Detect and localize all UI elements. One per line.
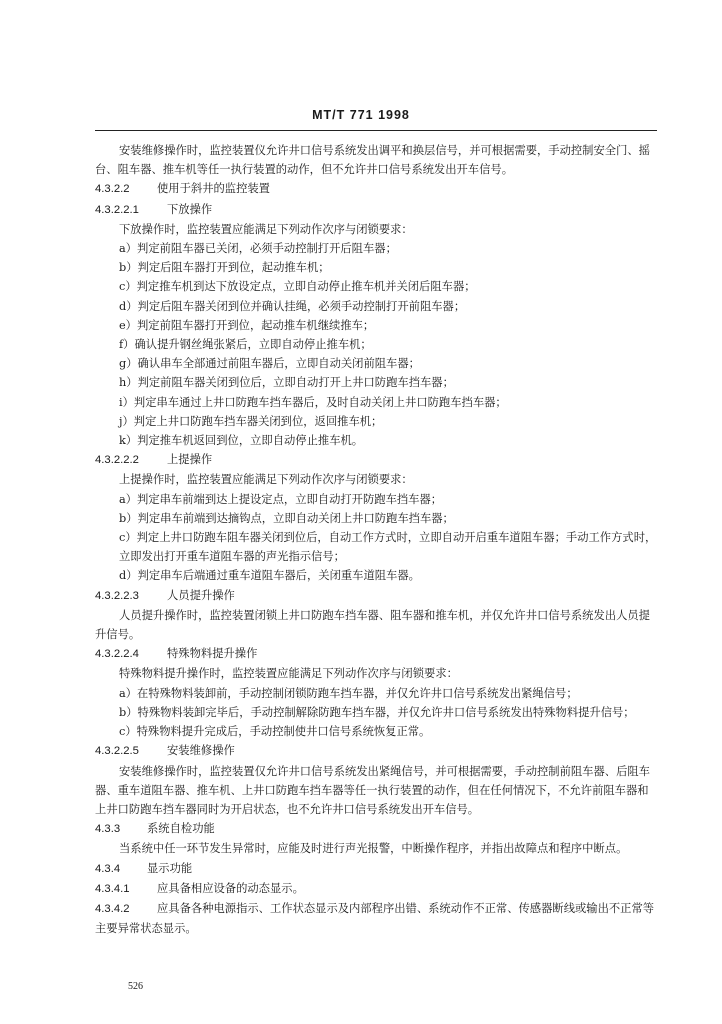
section-heading xyxy=(95,899,657,938)
page-number: 526 xyxy=(128,981,143,992)
section-title: 下放操作 xyxy=(167,202,213,216)
list-item: k）判定推车机返回到位，立即自动停止推车机。 xyxy=(119,434,364,448)
list-item: a）判定前阻车器已关闭，必须手动控制打开后阻车器； xyxy=(119,242,397,256)
section-number: 4.3.2.2.3 xyxy=(95,589,139,602)
list-item: c）判定上井口防跑车阻车器关闭到位后，自动工作方式时，立即自动开启重车道阻车器；手动工作方式时，立即发出打开重车道阻车器的声光指示信号； xyxy=(119,531,657,564)
section-heading xyxy=(95,859,657,879)
paragraph: 下放操作时，监控装置应能满足下列动作次序与闭锁要求： xyxy=(119,222,413,236)
section-title: 安装维修操作 xyxy=(167,744,235,758)
section-number: 4.3.2.2.4 xyxy=(95,648,139,661)
list-item: a）在特殊物料装卸前，手动控制闭锁防跑车挡车器，并仅允许井口信号系统发出紧绳信号； xyxy=(119,686,578,700)
list-item: j）判定上井口防跑车挡车器关闭到位，返回推车机； xyxy=(119,414,383,428)
section-number: 4.3.4.2 xyxy=(95,902,130,915)
section-title: 人员提升操作 xyxy=(167,588,235,602)
list-item: d）判定串车后端通过重车道阻车器后，关闭重车道阻车器。 xyxy=(119,569,420,583)
paragraph: 当系统中任一环节发生异常时，应能及时进行声光报警，中断操作程序，并指出故障点和程序中断点。 xyxy=(119,842,628,856)
section-number: 4.3.2.2.5 xyxy=(95,745,139,758)
section-heading xyxy=(95,200,657,220)
section-title: 显示功能 xyxy=(147,861,193,875)
section-number: 4.3.3 xyxy=(95,823,121,836)
list-item: d）判定后阻车器关闭到位并确认挂绳，必须手动控制打开前阻车器； xyxy=(119,299,466,313)
paragraph: 上提操作时，监控装置应能满足下列动作次序与闭锁要求： xyxy=(119,473,413,487)
section-heading xyxy=(95,450,657,470)
section-heading xyxy=(95,741,657,761)
section-number: 4.3.4 xyxy=(95,862,121,875)
list-item: h）判定前阻车器关闭到位后，立即自动打开上井口防跑车挡车器； xyxy=(119,376,454,390)
section-number: 4.3.2.2 xyxy=(95,183,130,196)
section-title: 上提操作 xyxy=(167,453,213,467)
section-title: 系统自检功能 xyxy=(147,822,215,836)
section-heading xyxy=(95,179,657,199)
list-item: b）判定串车前端到达摘钩点，立即自动关闭上井口防跑车挡车器； xyxy=(119,511,454,525)
section-title: 使用于斜井的监控装置 xyxy=(157,182,270,196)
paragraph: 人员提升操作时，监控装置闭锁上井口防跑车挡车器、阻车器和推车机，并仅允许井口信号系统发出人员提升信号。 xyxy=(95,608,650,642)
list-item: c）特殊物料提升完成后，手动控制使井口信号系统恢复正常。 xyxy=(119,725,431,739)
standard-header: MT/T 771 1998 xyxy=(312,108,410,122)
section-heading xyxy=(95,879,657,899)
section-heading xyxy=(95,586,657,606)
list-item: e）判定前阻车器打开到位，起动推车机继续推车； xyxy=(119,318,375,332)
paragraph: 特殊物料提升操作时，监控装置应能满足下列动作次序与闭锁要求： xyxy=(119,667,458,681)
section-title: 特殊物料提升操作 xyxy=(167,647,258,661)
paragraph: 安装维修操作时，监控装置仪允许井口信号系统发出调平和换层信号，并可根据需要，手动控制安全门、摇台、阻车器、推车机等任一执行装置的动作，但不允许井口信号系统发出开车信号。 xyxy=(95,144,650,177)
list-item: b）特殊物料装卸完毕后，手动控制解除防跑车挡车器，并仅允许井口信号系统发出特殊物料提升信号； xyxy=(119,705,635,719)
list-item: b）判定后阻车器打开到位，起动推车机； xyxy=(119,261,330,275)
header-rule xyxy=(95,130,657,131)
list-item: c）判定推车机到达下放设定点，立即自动停止推车机并关闭后阻车器； xyxy=(119,280,476,294)
section-title: 应具备各种电源指示、工作状态显示及内部程序出错、系统动作不正常、传感器断线或输出不正常等主要异常状态显示。 xyxy=(95,901,655,936)
section-heading xyxy=(95,819,657,839)
section-number: 4.3.2.2.2 xyxy=(95,454,139,467)
list-item: g）确认串车全部通过前阻车器后，立即自动关闭前阻车器； xyxy=(119,357,420,371)
section-title: 应具备相应设备的动态显示。 xyxy=(157,881,304,895)
list-item: f）确认提升钢丝绳张紧后，立即自动停止推车机； xyxy=(119,338,372,352)
section-heading xyxy=(95,644,657,664)
list-item: a）判定串车前端到达上提设定点，立即自动打开防跑车挡车器； xyxy=(119,492,443,506)
list-item: i）判定串车通过上井口防跑车挡车器后，及时自动关闭上井口防跑车挡车器； xyxy=(119,395,507,409)
section-number: 4.3.2.2.1 xyxy=(95,203,139,216)
paragraph: 安装维修操作时，监控装置仅允许井口信号系统发出紧绳信号，并可根据需要，手动控制前阻车器、后阻车器、重车道阻车器、推车机、上井口防跑车挡车器等任一执行装置的动作，但在任何情况下，不允许前阻车器和上井口防跑车挡车器同时为开启状态，也不允许井口信号系统发出开车信号。 xyxy=(95,764,650,816)
section-number: 4.3.4.1 xyxy=(95,882,130,895)
document-body xyxy=(95,141,657,938)
